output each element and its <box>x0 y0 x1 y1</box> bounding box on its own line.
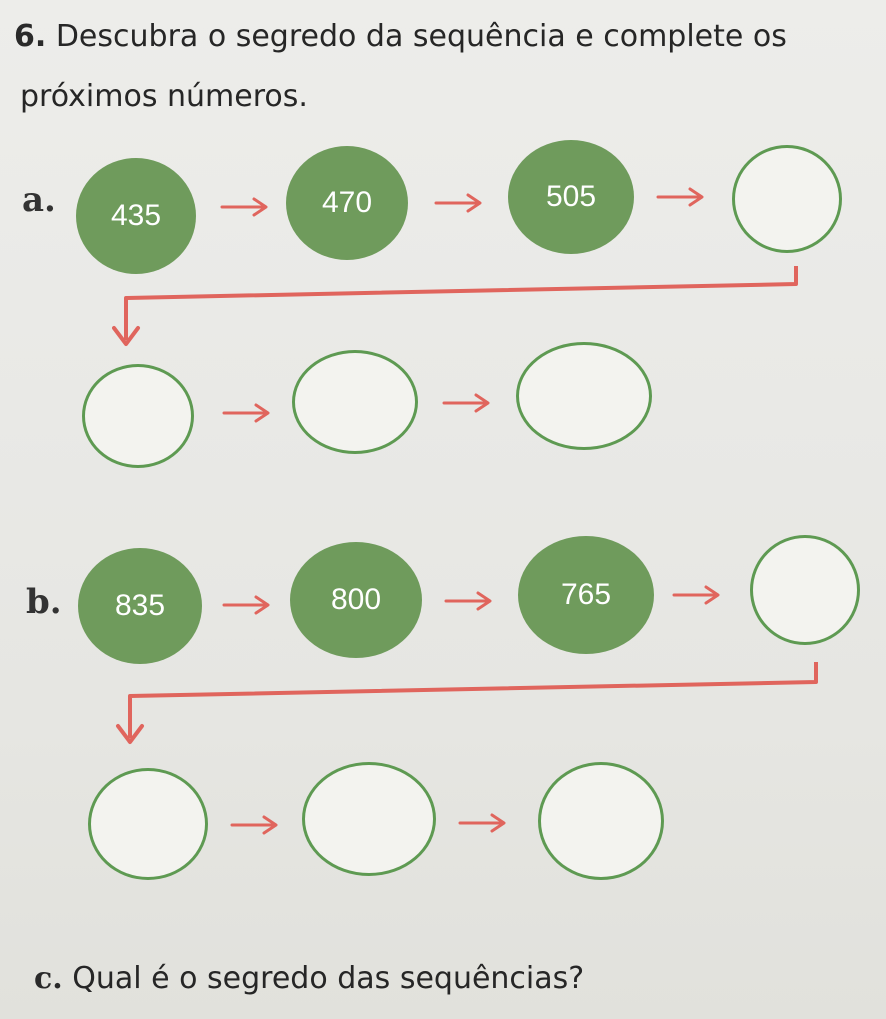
question-number: 6. <box>14 19 47 54</box>
right-arrow-icon <box>672 584 722 606</box>
sequence-a-answer-1[interactable] <box>732 145 842 253</box>
part-c-label: c. <box>34 961 63 996</box>
sequence-a-number-2: 470 <box>286 146 408 260</box>
right-arrow-icon <box>444 590 494 612</box>
sequence-b-answer-3[interactable] <box>302 762 436 876</box>
part-c-question <box>34 960 584 998</box>
question-line-1: Descubra o segredo da sequência e complete os <box>55 19 787 54</box>
exercise-heading <box>14 18 787 56</box>
right-arrow-icon <box>222 594 272 616</box>
right-arrow-icon <box>656 186 706 208</box>
part-a-label: a. <box>22 180 56 220</box>
line-wrap-connector-a <box>112 264 812 354</box>
sequence-a-answer-4[interactable] <box>516 342 652 450</box>
sequence-b-number-1: 835 <box>78 548 202 664</box>
sequence-b-answer-4[interactable] <box>538 762 664 880</box>
right-arrow-icon <box>220 196 270 218</box>
sequence-b-answer-2[interactable] <box>88 768 208 880</box>
sequence-b-answer-1[interactable] <box>750 535 860 645</box>
right-arrow-icon <box>222 402 272 424</box>
sequence-a-number-3: 505 <box>508 140 634 254</box>
part-c-text: Qual é o segredo das sequências? <box>72 961 585 996</box>
right-arrow-icon <box>230 814 280 836</box>
right-arrow-icon <box>434 192 484 214</box>
question-line-2: próximos números. <box>20 79 308 114</box>
right-arrow-icon <box>442 392 492 414</box>
sequence-a-number-1: 435 <box>76 158 196 274</box>
line-wrap-connector-b <box>114 660 824 750</box>
sequence-b-number-2: 800 <box>290 542 422 658</box>
right-arrow-icon <box>458 812 508 834</box>
part-b-label: b. <box>26 582 62 622</box>
sequence-a-answer-3[interactable] <box>292 350 418 454</box>
sequence-a-answer-2[interactable] <box>82 364 194 468</box>
sequence-b-number-3: 765 <box>518 536 654 654</box>
